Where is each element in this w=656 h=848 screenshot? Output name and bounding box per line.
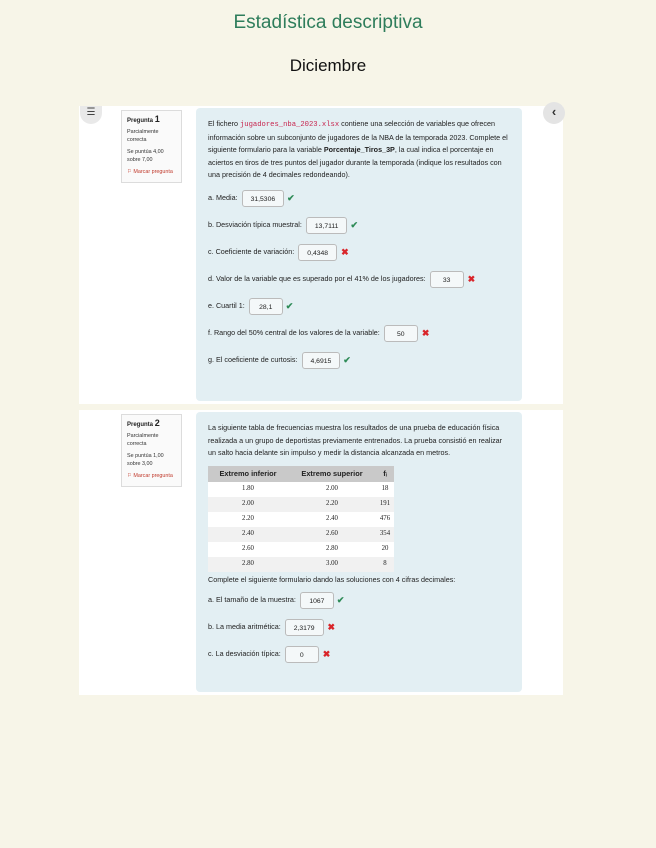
table-row [208, 557, 394, 572]
table-cell: 1.80 [208, 482, 288, 497]
answer-instruction: Complete el siguiente formulario dando las soluciones con 4 cifras decimales: [208, 575, 456, 584]
answer-label: a. Media: [208, 192, 238, 202]
answer-input[interactable]: 2,3179 [285, 619, 324, 636]
table-row [208, 542, 394, 557]
table-row [208, 482, 394, 497]
table-cell: 2.80 [208, 557, 288, 572]
answer-label: b. La media aritmética: [208, 621, 281, 631]
answer-row [208, 185, 510, 212]
hamburger-menu-icon[interactable]: ☰ [80, 106, 102, 124]
question-label: Pregunta [127, 422, 154, 428]
answer-row [208, 347, 510, 374]
question-score: Se puntúa 1,00 sobre 3,00 [127, 453, 164, 467]
answer-row [208, 239, 510, 266]
answer-row [208, 614, 510, 641]
flag-icon: ⚐ [127, 473, 132, 479]
chevron-left-icon[interactable]: ‹ [543, 102, 565, 124]
table-header: fᵢ [376, 466, 394, 483]
answer-label: c. Coeficiente de variación: [208, 246, 295, 256]
cross-icon: ✖ [341, 246, 349, 257]
document-subtitle: Diciembre [289, 56, 367, 75]
cross-icon: ✖ [322, 648, 331, 659]
variable-name: Porcentaje_Tiros_3P [323, 145, 395, 154]
answer-label: d. Valor de la variable que es superado por el 41% de los jugadores: [208, 273, 426, 283]
check-icon: ✔ [287, 192, 295, 203]
answer-label: g. El coeficiente de curtosis: [208, 354, 298, 364]
answer-input[interactable]: 28,1 [249, 298, 283, 315]
table-cell: 20 [376, 542, 394, 557]
table-cell: 2.60 [208, 542, 288, 557]
question-score: Se puntúa 4,00 sobre 7,00 [127, 149, 164, 163]
question-number: 1 [154, 114, 160, 124]
table-cell: 354 [376, 527, 394, 542]
table-cell: 2.00 [208, 497, 288, 512]
file-name: jugadores_nba_2023.xlsx [239, 121, 340, 129]
table-cell: 18 [376, 482, 394, 497]
table-row [208, 512, 394, 527]
table-cell: 2.40 [208, 527, 288, 542]
answer-input[interactable]: 0 [285, 646, 319, 663]
question-info-panel [121, 110, 182, 183]
answer-row [208, 212, 510, 239]
answer-label: b. Desviación típica muestral: [208, 219, 302, 229]
answer-input[interactable]: 13,7111 [306, 217, 348, 234]
table-header: Extremo superior [288, 466, 376, 483]
answer-row [208, 587, 510, 614]
answer-label: c. La desviación típica: [208, 648, 281, 658]
answer-row [208, 320, 510, 347]
answer-input[interactable]: 31,5306 [242, 190, 285, 207]
question-1-text: El fichero jugadores_nba_2023.xlsx contiene una selección de variables que ofrecen información sobre un subconjunto de jugadores de la NBA de la temporada 2023. Complete el siguiente formulario para la variable Porcentaje_Tiros_3P, la cual indica el porcentaje en aciertos en tiros de tres puntos del jugador durante la temporada (indique los resultados con una precisión de 4 decimales redondeando). [208, 119, 508, 179]
answer-row [208, 266, 510, 293]
check-icon: ✔ [336, 594, 345, 605]
check-icon: ✔ [350, 219, 358, 230]
frequency-table [208, 466, 394, 573]
table-cell: 2.80 [288, 542, 376, 557]
cross-icon: ✖ [327, 621, 336, 632]
answer-label: a. El tamaño de la muestra: [208, 594, 296, 604]
answer-input[interactable]: 4,6915 [302, 352, 341, 369]
question-2-text: La siguiente tabla de frecuencias muestra los resultados de una prueba de educación física realizada a un grupo de deportistas previamente entrenados. La prueba consistió en realizar un salto hacia delante sin impulso y medir la distancia alcanzada en metros. [208, 423, 503, 457]
table-cell: 8 [376, 557, 394, 572]
table-cell: 2.20 [208, 512, 288, 527]
table-row [208, 497, 394, 512]
table-cell: 2.60 [288, 527, 376, 542]
table-cell: 191 [376, 497, 394, 512]
question-1-content [196, 108, 522, 401]
question-status: Parcialmente correcta [127, 129, 159, 143]
question-info-panel [121, 414, 182, 487]
flag-question-link[interactable]: ⚐ Marcar pregunta [127, 169, 173, 175]
table-cell: 2.20 [288, 497, 376, 512]
flag-question-link[interactable]: ⚐ Marcar pregunta [127, 473, 173, 479]
flag-icon: ⚐ [127, 169, 132, 175]
question-2-screenshot [79, 410, 563, 695]
table-row [208, 527, 394, 542]
answer-row [208, 641, 510, 668]
table-cell: 2.00 [288, 482, 376, 497]
question-2-content [196, 412, 522, 692]
cross-icon: ✖ [421, 327, 430, 338]
answer-label: e. Cuartil 1: [208, 300, 245, 310]
answer-input[interactable]: 33 [430, 271, 464, 288]
table-cell: 476 [376, 512, 394, 527]
table-header: Extremo inferior [208, 466, 288, 483]
answer-input[interactable]: 50 [384, 325, 418, 342]
question-number: 2 [154, 418, 160, 428]
table-cell: 3.00 [288, 557, 376, 572]
question-1-screenshot [79, 106, 563, 404]
answer-input[interactable]: 0,4348 [298, 244, 337, 261]
question-label: Pregunta [127, 118, 154, 124]
answer-input[interactable]: 1067 [300, 592, 334, 609]
check-icon: ✔ [285, 300, 294, 311]
answer-row [208, 293, 510, 320]
answer-label: f. Rango del 50% central de los valores de la variable: [208, 327, 380, 337]
question-status: Parcialmente correcta [127, 433, 159, 447]
document-title: Estadística descriptiva [233, 12, 423, 33]
cross-icon: ✖ [467, 273, 476, 284]
check-icon: ✔ [343, 354, 351, 365]
table-cell: 2.40 [288, 512, 376, 527]
